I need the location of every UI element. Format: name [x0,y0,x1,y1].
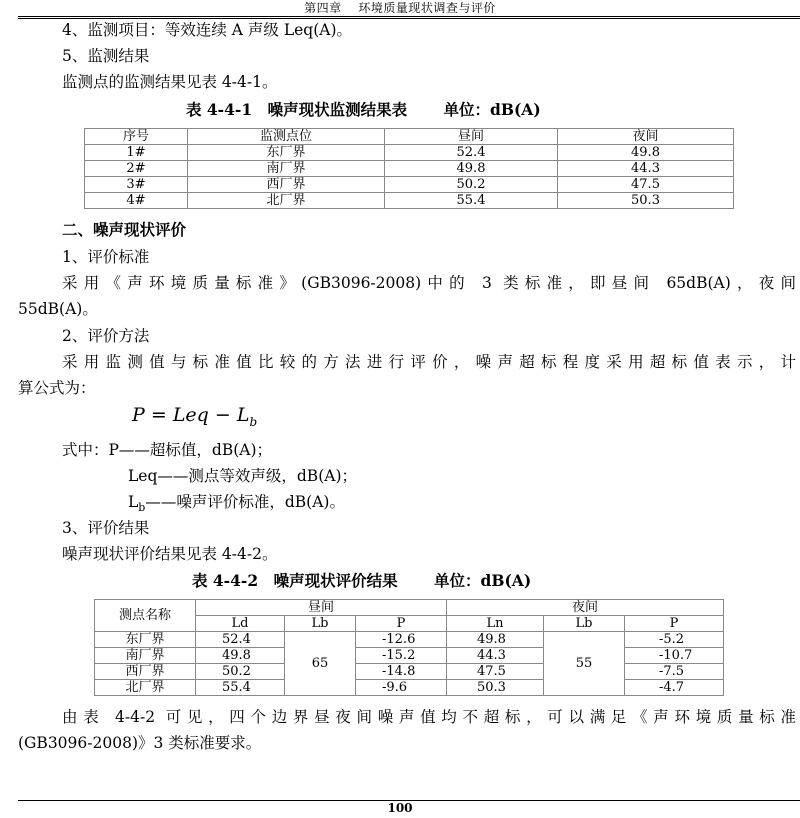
cell: 44.3 [558,161,734,177]
cell: -4.7 [625,680,724,696]
header-cell: 序号 [85,129,188,145]
header-cell: P [356,616,447,632]
header-cell: Lb [544,616,625,632]
results-intro: 监测点的监测结果见表 4-4-1。 [62,73,278,91]
table-row [95,664,724,680]
item-monitoring-results: 5、监测结果 [62,47,150,65]
formula [132,404,257,429]
header-cell-day: 昼间 [196,600,447,616]
header-cell: 监测点位 [188,129,385,145]
cell: 49.8 [558,145,734,161]
header-cell: 夜间 [558,129,734,145]
cell: 3# [85,177,188,193]
header-cell: P [625,616,724,632]
where-leq: Leq——测点等效声级，dB(A)； [128,467,357,485]
cell: -7.5 [625,664,724,680]
conclusion-line2: (GB3096-2008)》3 类标准要求。 [18,734,262,752]
standard-paragraph-line2: 55dB(A)。 [18,300,98,318]
where-lb-sub: b [138,501,146,515]
cell: 52.4 [385,145,558,161]
table-header-row [95,600,724,616]
cell: 4# [85,193,188,209]
evaluation-results-intro: 噪声现状评价结果见表 4-4-2。 [62,545,278,563]
cell: 47.5 [447,664,544,680]
monitoring-results-table [84,128,734,209]
header-cell: Ln [447,616,544,632]
cell: 52.4 [196,632,285,648]
cell: -10.7 [625,648,724,664]
standard-paragraph-line1: 采用《声环境质量标准》(GB3096-2008)中的 3 类标准，即昼间 65dB(A)，夜间 [62,274,796,292]
cell: 49.8 [196,648,285,664]
table-header-row [85,129,734,145]
formula-l: L [236,404,250,426]
table1-caption: 表 4-4-1 噪声现状监测结果表 单位：dB(A) [186,100,541,119]
evaluation-results-table [94,599,724,696]
cell: -14.8 [356,664,447,680]
header-cell: Ld [196,616,285,632]
where-p: 式中：P——超标值，dB(A)； [62,441,273,459]
formula-lhs: P [132,404,145,426]
cell-lb-day: 65 [285,632,356,696]
cell: -5.2 [625,632,724,648]
cell: 55.4 [385,193,558,209]
page-header: 第四章 环境质量现状调查与评价 [304,1,496,15]
cell: 55.4 [196,680,285,696]
cell: 49.8 [447,632,544,648]
table-row [85,145,734,161]
conclusion-line1: 由表 4-4-2 可见，四个边界昼夜间噪声值均不超标，可以满足《声环境质量标准 [62,708,796,726]
cell: 南厂界 [95,648,196,664]
item-evaluation-method: 2、评价方法 [62,327,150,345]
cell: 北厂界 [188,193,385,209]
table-row [85,193,734,209]
cell: 50.2 [385,177,558,193]
table2-caption: 表 4-4-2 噪声现状评价结果 单位：dB(A) [192,571,532,590]
table-row [95,648,724,664]
cell: 东厂界 [188,145,385,161]
formula-sub: b [249,414,258,429]
formula-minus: − [214,404,231,426]
cell: 西厂界 [95,664,196,680]
cell: 49.8 [385,161,558,177]
where-lb-l: L [128,493,139,511]
formula-lb [236,404,258,429]
table-row [85,177,734,193]
where-lb-text: ——噪声评价标准，dB(A)。 [145,493,345,511]
cell: 50.3 [447,680,544,696]
where-lb [128,492,345,518]
cell: 西厂界 [188,177,385,193]
table-row [85,161,734,177]
cell: 50.2 [196,664,285,680]
cell: -15.2 [356,648,447,664]
item-evaluation-results: 3、评价结果 [62,519,150,537]
method-paragraph-line2: 算公式为： [18,379,96,397]
header-cell-name: 测点名称 [95,600,196,632]
cell: -9.6 [356,680,447,696]
cell: 1# [85,145,188,161]
cell: 北厂界 [95,680,196,696]
header-cell: 昼间 [385,129,558,145]
header-rule-double [18,18,800,19]
cell: 47.5 [558,177,734,193]
header-cell: Lb [285,616,356,632]
cell: 南厂界 [188,161,385,177]
cell: -12.6 [356,632,447,648]
table-row [95,632,724,648]
item-evaluation-standard: 1、评价标准 [62,248,150,266]
method-paragraph-line1: 采用监测值与标准值比较的方法进行评价，噪声超标程度采用超标值表示，计 [62,353,796,371]
page-number: 100 [387,801,413,815]
cell: 2# [85,161,188,177]
formula-leq: Leq [172,404,209,426]
formula-equals: = [150,404,167,426]
item-monitoring-target: 4、监测项目：等效连续 A 声级 Leq(A)。 [62,21,353,39]
cell-lb-night: 55 [544,632,625,696]
section-heading-evaluation: 二、噪声现状评价 [62,220,187,239]
cell: 50.3 [558,193,734,209]
header-rule [18,16,800,17]
table-row [95,680,724,696]
cell: 东厂界 [95,632,196,648]
header-cell-night: 夜间 [447,600,724,616]
cell: 44.3 [447,648,544,664]
